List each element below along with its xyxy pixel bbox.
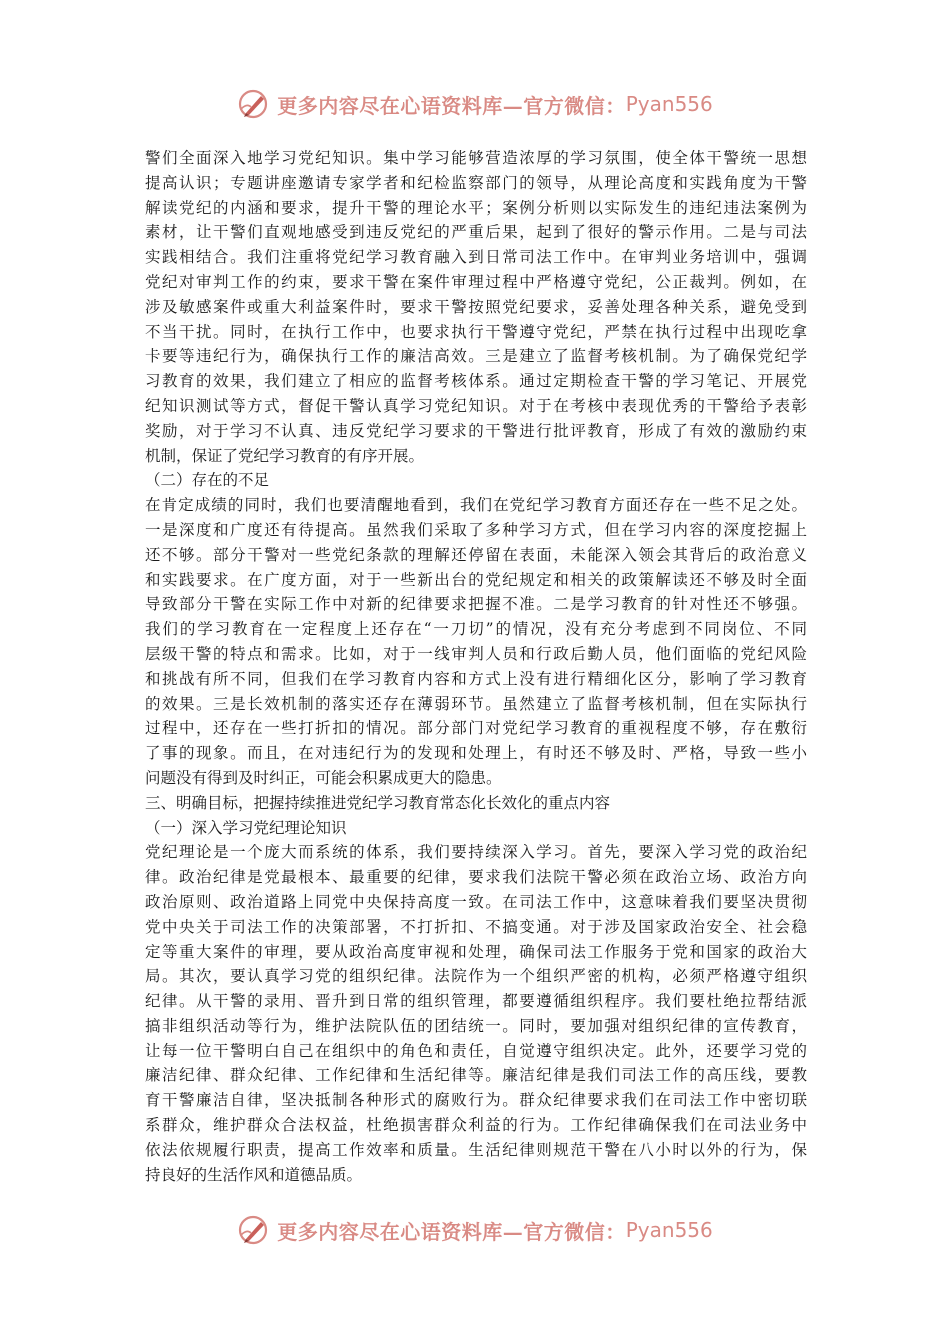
- text-line: 廉洁纪律、群众纪律、工作纪律和生活纪律等。廉洁纪律是我们司法工作的高压线，要教: [145, 1066, 807, 1085]
- text-line: 和实践要求。在广度方面，对于一些新出台的党纪规定和相关的政策解读还不够及时全面: [145, 570, 807, 589]
- text-line: 习教育的效果，我们建立了相应的监督考核体系。通过定期检查干警的学习笔记、开展党: [145, 372, 807, 391]
- text-line: 警们全面深入地学习党纪知识。集中学习能够营造浓厚的学习氛围，使全体干警统一思想: [145, 149, 807, 167]
- banner-wechat-handle: Pyan556: [625, 1218, 713, 1242]
- header-banner: [0, 84, 950, 124]
- text-line: 不当干扰。同时，在执行工作中，也要求执行干警遵守党纪，严禁在执行过程中出现吃拿: [145, 322, 807, 341]
- text-line: 和挑战有所不同，但我们在学习教育内容和方式上没有进行精细化区分，影响了学习教育: [145, 669, 807, 688]
- text-line: 问题没有得到及时纠正，可能会积累成更大的隐患。: [145, 768, 502, 787]
- pen-logo-icon: [237, 1213, 271, 1247]
- text-line: 提高认识；专题讲座邀请专家学者和纪检监察部门的领导，从理论高度和实践角度为干警: [145, 173, 807, 192]
- text-line: 律。政治纪律是党最根本、最重要的纪律，要求我们法院干警必须在政治立场、政治方向: [145, 868, 807, 887]
- text-line: 我们的学习教育在一定程度上还存在“一刀切”的情况，没有充分考虑到不同岗位、不同: [145, 620, 807, 639]
- paragraph: [145, 493, 807, 791]
- text-line: 层级干警的特点和需求。比如，对于一线审判人员和行政后勤人员，他们面临的党纪风险: [145, 644, 807, 663]
- text-line: 定等重大案件的审理，要从政治高度审视和处理，确保司法工作服务于党和国家的政治大: [145, 942, 807, 961]
- footer-banner: [0, 1210, 950, 1250]
- text-line: 系群众，维护群众合法权益，杜绝损害群众利益的行为。工作纪律确保我们在司法业务中: [145, 1116, 807, 1135]
- text-line: 搞非组织活动等行为，维护法院队伍的团结统一。同时，要加强对组织纪律的宣传教育，: [145, 1016, 807, 1035]
- text-line: 局。其次，要认真学习党的组织纪律。法院作为一个组织严密的机构，必须严格遵守组织: [145, 967, 807, 986]
- text-line: 纪知识测试等方式，督促干警认真学习党纪知识。对于在考核中表现优秀的干警给予表彰: [145, 396, 807, 415]
- text-line: 素材，让干警们直观地感受到违反党纪的严重后果，起到了很好的警示作用。二是与司法: [145, 223, 807, 242]
- banner-text: 更多内容尽在心语资料库—官方微信：: [277, 1219, 626, 1244]
- text-line: 三、明确目标，把握持续推进党纪学习教育常态化长效化的重点内容: [145, 793, 611, 812]
- paragraph: [145, 791, 807, 816]
- text-line: 的效果。三是长效机制的落实还存在薄弱环节。虽然建立了监督考核机制，但在实际执行: [145, 694, 807, 713]
- text-line: 过程中，还存在一些打折扣的情况。部分部门对党纪学习教育的重视程度不够，存在敷衍: [145, 719, 807, 738]
- text-line: 涉及敏感案件或重大利益案件时，要求干警按照党纪要求，妥善处理各种关系，避免受到: [145, 297, 807, 316]
- text-line: 奖励，对于学习不认真、违反党纪学习要求的干警进行批评教育，形成了有效的激励约束: [145, 421, 807, 440]
- paragraph: [145, 840, 807, 1187]
- text-line: 还不够。部分干警对一些党纪条款的理解还停留在表面，未能深入领会其背后的政治意义: [145, 545, 807, 564]
- text-line: 党中央关于司法工作的决策部署，不打折扣、不搞变通。对于涉及国家政治安全、社会稳: [145, 917, 807, 936]
- text-line: 让每一位干警明白自己在组织中的角色和责任，自觉遵守组织决定。此外，还要学习党的: [145, 1041, 807, 1060]
- document-body: [145, 146, 807, 1187]
- paragraph: [145, 816, 807, 841]
- text-line: 一是深度和广度还有待提高。虽然我们采取了多种学习方式，但在学习内容的深度挖掘上: [145, 520, 807, 539]
- paragraph: [145, 468, 807, 493]
- text-line: 育干警廉洁自律，坚决抵制各种形式的腐败行为。群众纪律要求我们在司法工作中密切联: [145, 1091, 807, 1110]
- text-line: 党纪理论是一个庞大而系统的体系，我们要持续深入学习。首先，要深入学习党的政治纪: [145, 843, 807, 862]
- banner-wechat-handle: Pyan556: [625, 92, 713, 116]
- text-line: 政治原则、政治道路上同党中央保持高度一致。在司法工作中，这意味着我们要坚决贯彻: [145, 892, 807, 911]
- text-line: 依法依规履行职责，提高工作效率和质量。生活纪律则规范干警在八小时以外的行为，保: [145, 1140, 807, 1159]
- text-line: （二）存在的不足: [145, 471, 270, 490]
- text-line: 机制，保证了党纪学习教育的有序开展。: [145, 446, 425, 465]
- pen-logo-icon: [237, 87, 271, 121]
- text-line: 持良好的生活作风和道德品质。: [145, 1165, 363, 1184]
- text-line: 卡要等违纪行为，确保执行工作的廉洁高效。三是建立了监督考核机制。为了确保党纪学: [145, 347, 807, 366]
- text-line: 在肯定成绩的同时，我们也要清醒地看到，我们在党纪学习教育方面还存在一些不足之处。: [145, 496, 807, 515]
- paragraph: [145, 146, 807, 468]
- text-line: （一）深入学习党纪理论知识: [145, 818, 347, 837]
- text-line: 实践相结合。我们注重将党纪学习教育融入到日常司法工作中。在审判业务培训中，强调: [145, 248, 807, 267]
- text-line: 党纪对审判工作的约束，要求干警在案件审理过程中严格遵守党纪，公正裁判。例如，在: [145, 272, 807, 291]
- banner-text: 更多内容尽在心语资料库—官方微信：: [277, 93, 626, 118]
- text-line: 纪律。从干警的录用、晋升到日常的组织管理，都要遵循组织程序。我们要杜绝拉帮结派: [145, 992, 807, 1011]
- text-line: 了事的现象。而且，在对违纪行为的发现和处理上，有时还不够及时、严格，导致一些小: [145, 744, 807, 763]
- text-line: 导致部分干警在实际工作中对新的纪律要求把握不准。二是学习教育的针对性还不够强。: [145, 595, 807, 614]
- text-line: 解读党纪的内涵和要求，提升干警的理论水平；案例分析则以实际发生的违纪违法案例为: [145, 198, 807, 217]
